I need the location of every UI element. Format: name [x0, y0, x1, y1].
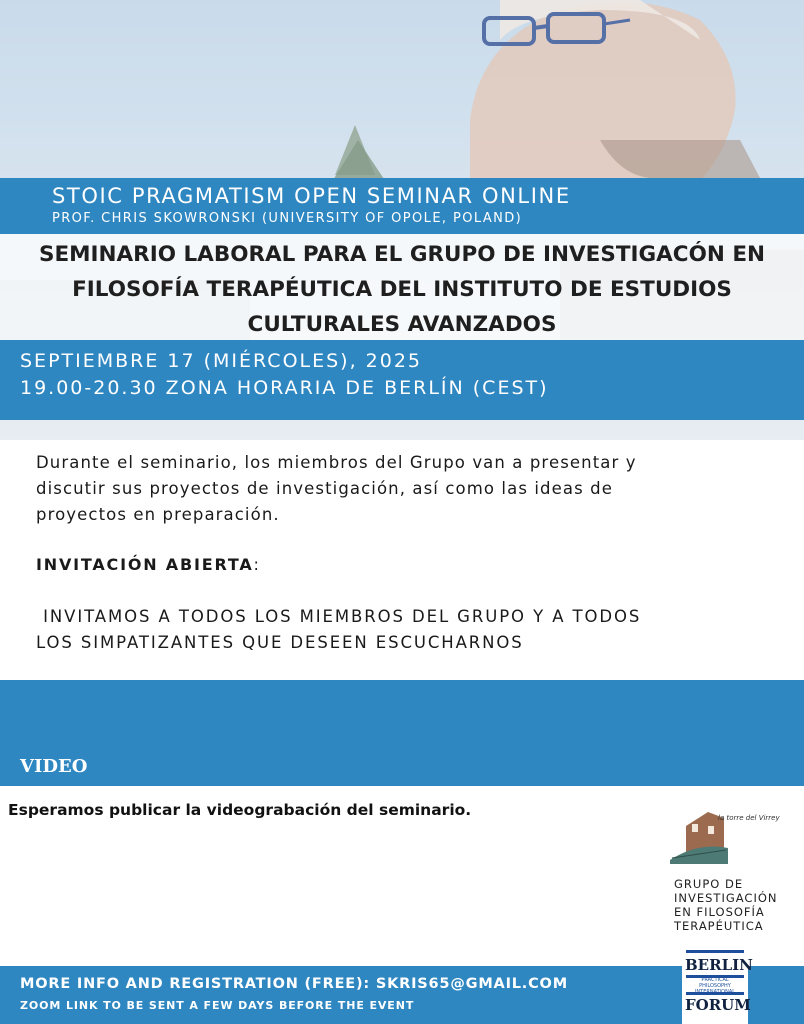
speaker-name: PROF. CHRIS SKOWRONSKI (UNIVERSITY OF OPOLE, POLAND): [52, 211, 523, 226]
event-time: 19.00-20.30 ZONA HORARIA DE BERLÍN (CEST): [20, 377, 549, 399]
torre-name: la torre del Virrey: [718, 814, 780, 822]
series-title: STOIC PRAGMATISM OPEN SEMINAR ONLINE: [52, 184, 571, 208]
seminar-title-line-2: FILOSOFÍA TERAPÉUTICA DEL INSTITUTO DE ESTUDIOS: [72, 277, 732, 302]
invitation-heading: [36, 555, 261, 574]
berlin-logo-top: BERLIN: [685, 956, 753, 974]
seminar-title-line-1: SEMINARIO LABORAL PARA EL GRUPO DE INVESTIGACÓN EN: [38, 242, 766, 267]
group-name-line-1: GRUPO DE: [674, 877, 744, 891]
torre-del-virrey-logo: [668, 808, 778, 868]
invitation-line-1: INVITAMOS A TODOS LOS MIEMBROS DEL GRUPO Y A TODOS: [36, 607, 642, 626]
video-label: VIDEO: [20, 756, 88, 777]
invitation-line-2: LOS SIMPATIZANTES QUE DESEEN ESCUCHARNOS: [36, 633, 524, 652]
berlin-logo-middle: PRACTICAL PHILOSOPHY: [699, 977, 731, 989]
description-line-1: Durante el seminario, los miembros del Grupo van a presentar y: [36, 453, 637, 472]
event-date: SEPTIEMBRE 17 (MIÉRCOLES), 2025: [20, 350, 423, 372]
berlin-forum-logo: [682, 946, 753, 1024]
description-line-2: discutir sus proyectos de investigación, así como las ideas de: [36, 479, 613, 498]
seminar-title-line-3: CULTURALES AVANZADOS: [247, 312, 557, 337]
contact-info: MORE INFO AND REGISTRATION (FREE): SKRIS65@GMAIL.COM: [20, 976, 568, 992]
video-note: Esperamos publicar la videograbación del seminario.: [8, 801, 472, 819]
group-name: [674, 877, 794, 933]
group-name-line-4: TERAPÉUTICA: [674, 919, 764, 933]
berlin-logo-bottom: FORUM: [685, 996, 751, 1014]
invitation-heading-suffix: :: [253, 555, 261, 574]
video-band: [0, 680, 804, 786]
invitation-heading-text: INVITACIÓN ABIERTA: [36, 555, 254, 574]
group-name-line-2: INVESTIGACIÓN: [674, 891, 778, 905]
description-line-3: proyectos en preparación.: [36, 505, 280, 524]
group-name-line-3: EN FILOSOFÍA: [674, 905, 765, 919]
zoom-note: ZOOM LINK TO BE SENT A FEW DAYS BEFORE THE EVENT: [20, 999, 415, 1012]
